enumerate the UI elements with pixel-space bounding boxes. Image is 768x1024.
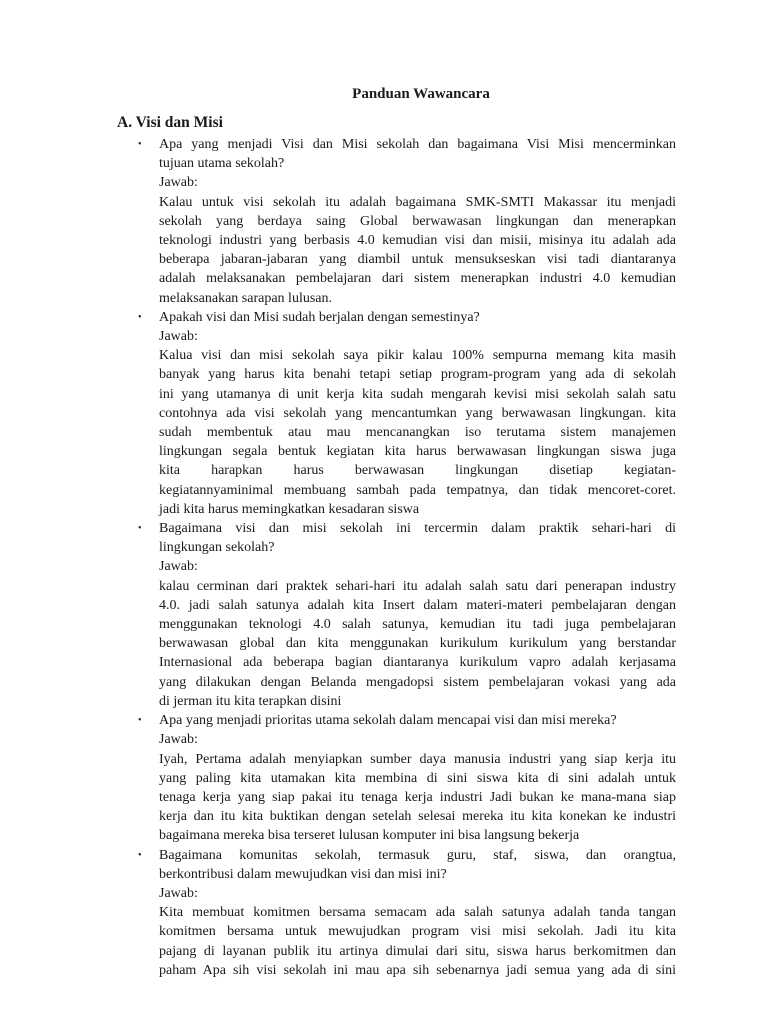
text-line: Jawab: xyxy=(159,329,198,345)
text-line: bagaimana mereka bisa terseret lulusan komputer ini bisa langsung bekerja xyxy=(159,828,580,844)
text-line: berwawasan global dan kita menggunakan kurikulum kurikulum yang berstandar xyxy=(159,636,676,652)
text-line: yang dilakukan dengan Belanda mengadopsi sistem pembelajaran vokasi yang ada xyxy=(159,674,676,690)
bullet-icon: • xyxy=(138,311,142,323)
text-line: pajang di layanan publik itu artinya dimulai dari situ, siswa harus berkomitmen dan xyxy=(159,943,676,959)
text-line: komitmen bersama untuk mewujudkan program visi misi sekolah. Jadi itu kita xyxy=(159,924,676,940)
text-line: beberapa jabaran-jabaran yang diambil untuk mensukseskan visi tadi diantaranya xyxy=(159,252,676,268)
question-answer-list xyxy=(138,135,676,980)
text-line: Jawab: xyxy=(159,885,198,901)
text-line: adalah melaksanakan pembelajaran dari sistem menerapkan industri 4.0 kemudian xyxy=(159,271,676,287)
text-line: sudah membentuk atau mau mencanangkan iso terutama sistem manajemen xyxy=(159,425,676,441)
text-line: Kalau untuk visi sekolah itu adalah bagaimana SMK-SMTI Makassar itu menjadi xyxy=(159,194,676,210)
text-line: lingkungan sekolah? xyxy=(159,540,275,556)
text-line: Apa yang menjadi Visi dan Misi sekolah dan bagaimana Visi Misi mencerminkan xyxy=(159,137,676,152)
text-line: Bagaimana komunitas sekolah, termasuk guru, staf, siswa, dan orangtua, xyxy=(159,847,676,863)
text-line: teknologi industri yang berbasis 4.0 kemudian visi dan misii, misinya itu adalah ada xyxy=(159,233,676,249)
qa-item xyxy=(138,308,676,519)
text-line: Apakah visi dan Misi sudah berjalan dengan semestinya? xyxy=(159,309,480,325)
text-line: lingkungan segala bentuk kegiatan kita harus berwawasan lingkungan siswa juga xyxy=(159,444,676,460)
text-line: kalau cerminan dari praktek sehari-hari itu adalah salah satu dari penerapan industry xyxy=(159,578,676,594)
text-line: paham Apa sih visi sekolah ini mau apa sih sebenarnya jadi semua yang ada di sini xyxy=(159,962,676,978)
text-line: Internasional ada beberapa bagian diantaranya kurikulum vapro adalah kerjasama xyxy=(159,655,676,671)
text-line: di jerman itu kita terapkan disini xyxy=(159,693,342,709)
text-line: yang paling kita utamakan kita membina di sini siswa kita di sini adalah untuk xyxy=(159,770,676,786)
bullet-icon: • xyxy=(138,715,142,727)
text-line: Kita membuat komitmen bersama semacam ada salah satunya adalah tanda tangan xyxy=(159,905,676,921)
text-line: Jawab: xyxy=(159,559,198,575)
text-line: banyak yang harus kita benahi tetapi setiap program-program yang ada di sekolah xyxy=(159,367,676,383)
text-line: menggunakan teknologi 4.0 salah satunya, kemudian itu tadi juga pembelajaran xyxy=(159,617,676,633)
qa-item xyxy=(138,846,676,980)
bullet-icon: • xyxy=(138,849,142,861)
text-line: kegiatannyaminimal membuang sambah pada tempatnya, dan tidak mencoret-coret. xyxy=(159,482,676,498)
text-line: kita harapkan harus berwawasan lingkungan disetiap kegiatan- xyxy=(159,463,676,479)
text-line: jadi kita harus memingkatkan kesadaran siswa xyxy=(159,501,420,517)
bullet-icon: • xyxy=(138,523,142,535)
text-line: berkontribusi dalam mewujudkan visi dan misi ini? xyxy=(159,866,447,882)
text-line: melaksanakan sarapan lulusan. xyxy=(159,290,332,306)
text-line: Iyah, Pertama adalah menyiapkan sumber daya manusia industri yang siap kerja itu xyxy=(159,751,676,767)
text-line: sekolah yang berdaya saing Global berwawasan lingkungan dan menerapkan xyxy=(159,213,676,229)
document-title: Panduan Wawancara xyxy=(352,86,490,102)
bullet-icon: • xyxy=(138,139,142,150)
text-line: Kalua visi dan misi sekolah saya pikir kalau 100% sempurna memang kita masih xyxy=(159,348,676,364)
text-line: Bagaimana visi dan misi sekolah ini tercermin dalam praktik sehari-hari di xyxy=(159,521,676,537)
text-line: tujuan utama sekolah? xyxy=(159,156,285,172)
text-line: contohnya ada visi sekolah yang mencantumkan yang berwawasan lingkungan. kita xyxy=(159,405,676,421)
qa-item xyxy=(138,135,676,308)
qa-item xyxy=(138,711,676,845)
text-line: Apa yang menjadi prioritas utama sekolah dalam mencapai visi dan misi mereka? xyxy=(159,713,617,729)
section-heading: A. Visi dan Misi xyxy=(117,114,223,131)
text-line: 4.0. jadi salah satunya adalah kita Insert dalam materi-materi pembelajaran dengan xyxy=(159,597,676,613)
text-line: kerja dan itu kita buktikan dengan setelah selesai mereka itu kita konekan ke industri xyxy=(159,809,676,825)
text-line: tenaga kerja yang siap pakai itu tenaga kerja industri Jadi bukan ke mana-mana siap xyxy=(159,789,676,805)
text-line: ini yang utamanya di unit kerja kita sudah mengarah kevisi misi sekolah salah satu xyxy=(159,386,676,402)
text-line: Jawab: xyxy=(159,732,198,748)
qa-item xyxy=(138,519,676,711)
text-line: Jawab: xyxy=(159,175,198,191)
